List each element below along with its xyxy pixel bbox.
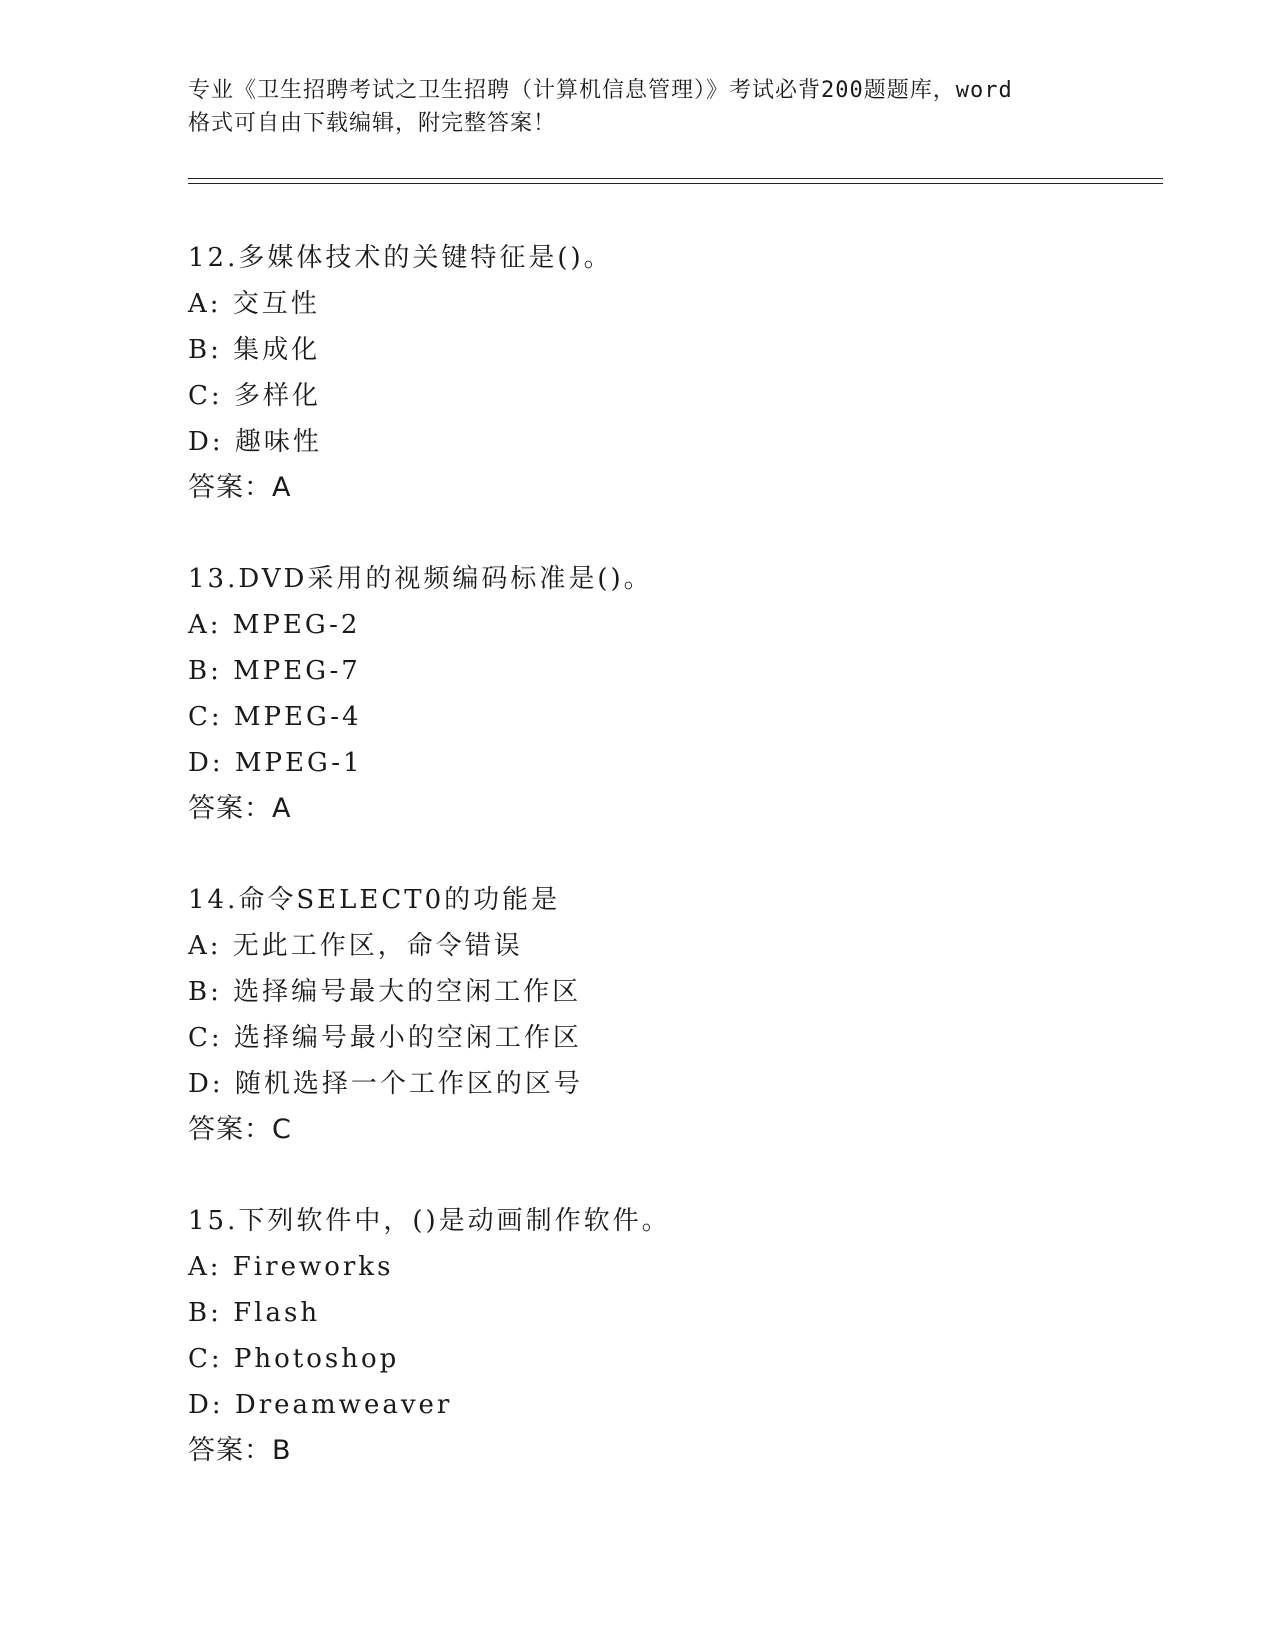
- header-line-1: 专业《卫生招聘考试之卫生招聘（计算机信息管理）》考试必背200题题库，word: [188, 78, 1013, 103]
- answer-line: 答案：A: [188, 472, 292, 503]
- header-divider-top: [188, 178, 1163, 179]
- question-title: 13.DVD采用的视频编码标准是()。: [188, 564, 653, 594]
- option-d: D: 趣味性: [188, 427, 322, 457]
- option-d: D: 随机选择一个工作区的区号: [188, 1069, 583, 1099]
- question-15: [188, 1198, 1148, 1474]
- question-13: [188, 556, 1148, 832]
- option-a: A: 交互性: [188, 289, 320, 319]
- option-c: C: 多样化: [188, 381, 321, 411]
- question-title: 14.命令SELECT0的功能是: [188, 885, 561, 915]
- question-12: [188, 235, 1148, 511]
- option-b: B: Flash: [188, 1298, 321, 1328]
- option-c: C: 选择编号最小的空闲工作区: [188, 1023, 582, 1053]
- document-header: [188, 74, 1088, 140]
- option-a: A: Fireworks: [188, 1252, 394, 1282]
- answer-line: 答案：C: [188, 1114, 292, 1145]
- option-d: D: MPEG-1: [188, 748, 363, 778]
- question-title: 15.下列软件中，()是动画制作软件。: [188, 1206, 671, 1236]
- answer-line: 答案：B: [188, 1435, 292, 1466]
- option-b: B: MPEG-7: [188, 656, 361, 686]
- answer-line: 答案：A: [188, 793, 292, 824]
- option-b: B: 选择编号最大的空闲工作区: [188, 977, 582, 1007]
- option-a: A: 无此工作区，命令错误: [188, 931, 523, 961]
- header-divider-bottom: [188, 183, 1163, 184]
- option-d: D: Dreamweaver: [188, 1390, 453, 1420]
- question-14: [188, 877, 1148, 1153]
- option-b: B: 集成化: [188, 335, 321, 365]
- option-c: C: MPEG-4: [188, 702, 362, 732]
- question-title: 12.多媒体技术的关键特征是()。: [188, 243, 613, 273]
- option-c: C: Photoshop: [188, 1344, 400, 1374]
- option-a: A: MPEG-2: [188, 610, 361, 640]
- header-line-2: 格式可自由下载编辑，附完整答案！: [188, 111, 557, 136]
